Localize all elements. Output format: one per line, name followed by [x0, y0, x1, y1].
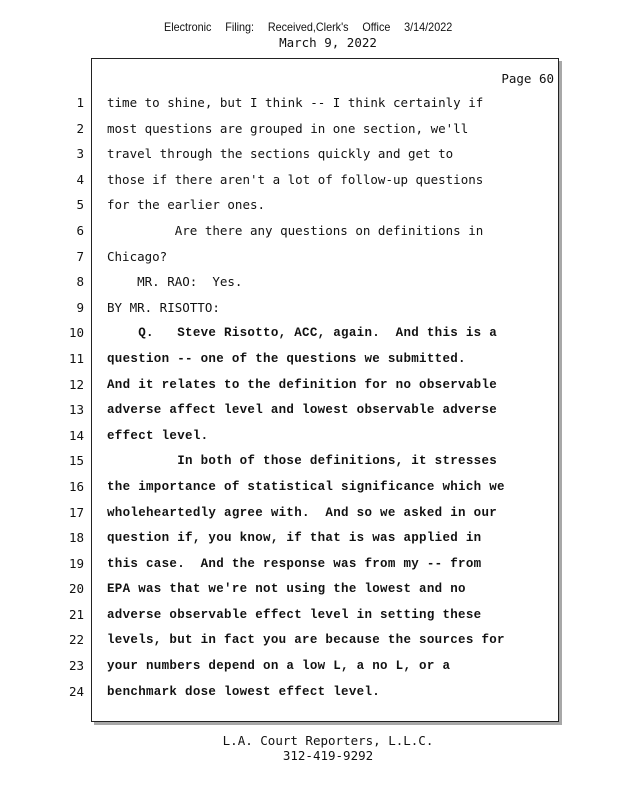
line-number: 13: [68, 402, 84, 418]
transcript-line: those if there aren't a lot of follow-up questions: [107, 171, 484, 187]
line-number: 18: [68, 530, 84, 546]
line-number: 16: [68, 478, 84, 494]
filing-part: 3/14/2022: [404, 20, 453, 34]
line-number: 6: [76, 222, 84, 238]
line-number: 15: [68, 453, 84, 469]
line-number: 23: [68, 658, 84, 674]
transcript-line: adverse observable effect level in setting these: [107, 607, 482, 622]
transcript-line: question if, you know, if that is was applied in: [107, 531, 482, 546]
line-number: 9: [76, 299, 84, 315]
transcript-line: levels, but in fact you are because the sources for: [107, 633, 505, 648]
line-number: 2: [76, 120, 84, 136]
line-number: 20: [68, 581, 84, 597]
transcript-line: question -- one of the questions we submitted.: [107, 351, 466, 366]
transcript-line: Are there any questions on definitions in: [107, 222, 484, 238]
line-number: 24: [68, 683, 84, 699]
transcript-date: March 9, 2022: [279, 35, 377, 50]
line-number: 17: [68, 504, 84, 520]
transcript-line: Chicago?: [107, 248, 168, 264]
filing-part: Received,Clerk's: [267, 20, 349, 34]
line-number: 10: [68, 325, 84, 341]
line-number: 1: [76, 95, 84, 110]
filing-part: Electronic: [163, 20, 212, 34]
line-number: 12: [68, 376, 84, 392]
line-number: 7: [76, 248, 84, 264]
line-number: 11: [68, 350, 84, 366]
reporter-company: L.A. Court Reporters, L.L.C.: [222, 733, 434, 748]
transcript-line: adverse affect level and lowest observable adverse: [107, 403, 498, 418]
reporter-footer: [0, 733, 618, 763]
transcript-line: for the earlier ones.: [107, 197, 266, 213]
line-number: 5: [76, 197, 84, 213]
transcript-line: time to shine, but I think -- I think certainly if: [107, 95, 484, 110]
transcript-line: effect level.: [107, 428, 209, 443]
transcript-line: this case. And the response was from my -- from: [107, 556, 482, 571]
line-number: 3: [76, 146, 84, 162]
transcript-line: your numbers depend on a low L, a no L, or a: [107, 659, 451, 674]
transcript-line: wholeheartedly agree with. And so we asked in our: [107, 505, 498, 520]
filing-part: Filing:: [225, 20, 255, 34]
transcript-line: the importance of statistical significance which we: [107, 479, 505, 494]
line-number: 14: [68, 427, 84, 443]
line-number-column: [60, 94, 84, 708]
transcript-line: travel through the sections quickly and get to: [107, 146, 454, 162]
reporter-phone: 312-419-9292: [282, 748, 374, 763]
line-number: 21: [68, 606, 84, 622]
filing-part: Office: [362, 20, 391, 34]
transcript-line: EPA was that we're not using the lowest and no: [107, 582, 466, 597]
line-number: 8: [76, 274, 84, 290]
transcript-line: And it relates to the definition for no observable: [107, 377, 498, 392]
transcript-text: [107, 94, 552, 708]
line-number: 22: [68, 632, 84, 648]
electronic-filing-stamp: [30, 20, 586, 34]
transcript-line: BY MR. RISOTTO:: [107, 299, 220, 315]
transcript-line: Q. Steve Risotto, ACC, again. And this is a: [107, 326, 498, 341]
transcript-line: MR. RAO: Yes.: [107, 274, 243, 290]
line-number: 19: [68, 555, 84, 571]
transcript-line: most questions are grouped in one section, we'll: [107, 120, 469, 136]
transcript-line: benchmark dose lowest effect level.: [107, 684, 381, 699]
page-number: Page 60: [501, 71, 554, 86]
transcript-line: In both of those definitions, it stresses: [107, 454, 498, 469]
line-number: 4: [76, 171, 84, 187]
